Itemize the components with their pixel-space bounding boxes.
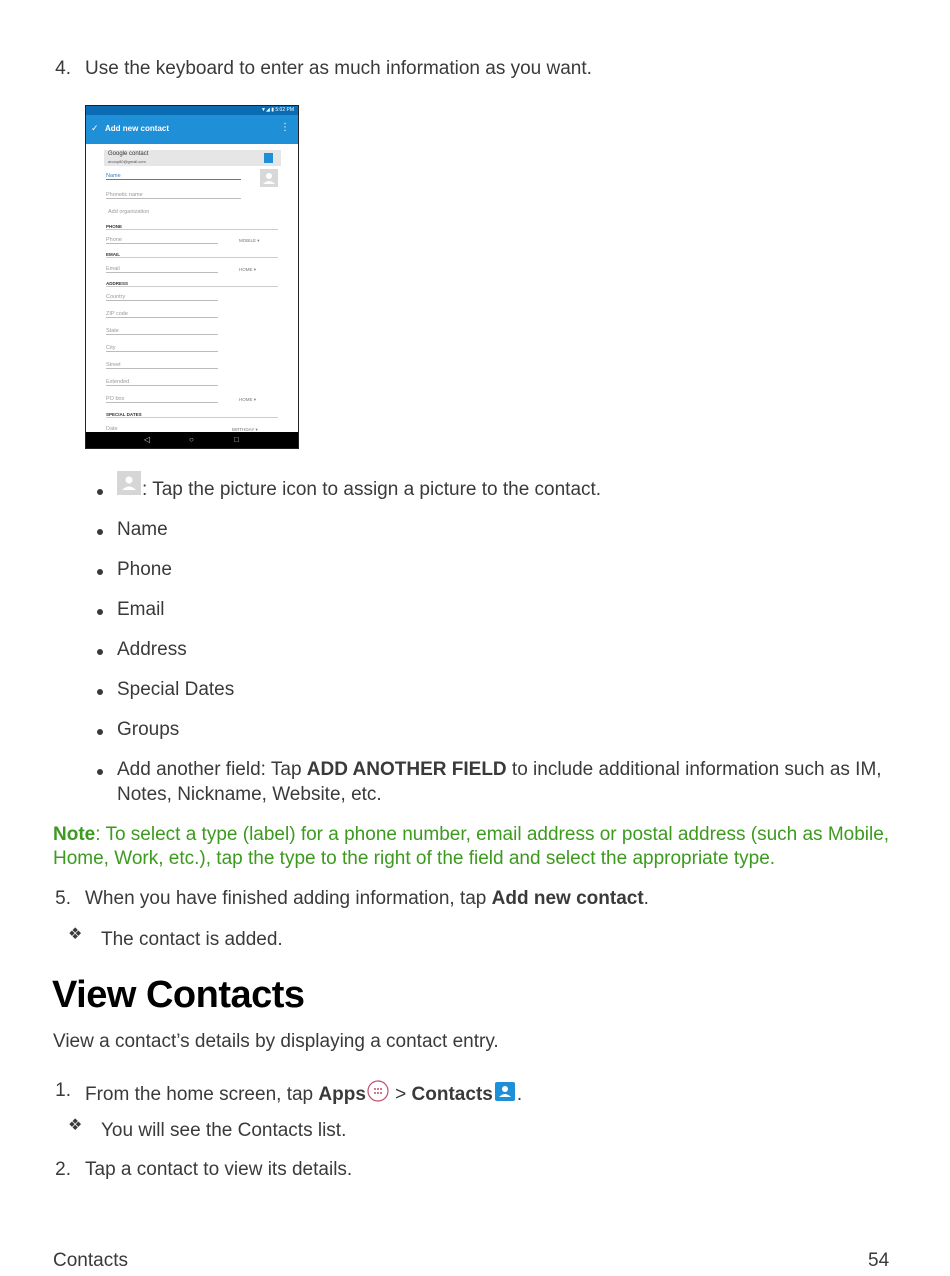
account-name: Google contact xyxy=(108,151,149,157)
bullet-dot xyxy=(97,529,103,535)
bullet-dot xyxy=(97,569,103,575)
avatar-icon xyxy=(260,169,278,187)
phone-header: PHONE xyxy=(106,224,278,230)
pobox-type: HOME ▾ xyxy=(239,397,257,402)
extended-field: Extended xyxy=(106,379,218,386)
another-pre: Add another field: Tap xyxy=(117,759,307,780)
apps-label: Apps xyxy=(318,1084,366,1105)
recents-icon: □ xyxy=(234,435,239,444)
bullet-name: Name xyxy=(117,519,168,540)
footer-page-number: 54 xyxy=(868,1250,890,1271)
apps-icon xyxy=(366,1079,390,1110)
phone-screenshot xyxy=(85,105,299,449)
bullet-special-dates: Special Dates xyxy=(117,679,235,700)
overflow-menu-icon: ⋮ xyxy=(280,122,290,133)
city-field: City xyxy=(106,345,218,352)
step5-text xyxy=(85,887,649,911)
account-icon xyxy=(264,153,273,163)
back-icon: ◁ xyxy=(144,435,151,444)
zip-field: ZIP code xyxy=(106,311,218,318)
check-icon: ✓ xyxy=(91,123,99,133)
add-org: Add organization xyxy=(108,209,150,215)
phone-nav-bar xyxy=(86,432,298,448)
date-type: BIRTHDAY ▾ xyxy=(232,427,258,432)
result-text: The contact is added. xyxy=(101,929,283,950)
bullet-dot xyxy=(97,649,103,655)
phone-type: MOBILE ▾ xyxy=(239,238,260,243)
note-line2: Home, Work, etc.), tap the type to the right of the field and select the appropriate type. xyxy=(53,848,776,869)
bullet-dot xyxy=(97,489,103,495)
bullet-address: Address xyxy=(117,639,187,660)
contacts-icon xyxy=(493,1081,517,1110)
phonetic-field: Phonetic name xyxy=(106,192,241,199)
bullet-phone: Phone xyxy=(117,559,172,580)
date-field: Date xyxy=(106,426,218,433)
bullet-dot xyxy=(97,609,103,615)
step1-sep: > xyxy=(389,1084,412,1105)
note-line1: : To select a type (label) for a phone number, email address or postal address (such as Mobile, xyxy=(95,824,890,845)
phone-field: Phone xyxy=(106,237,218,244)
step5-pre: When you have finished adding information, tap xyxy=(85,888,492,909)
bullet-add-another-line2: Notes, Nickname, Website, etc. xyxy=(117,784,382,805)
step1-pre: From the home screen, tap xyxy=(85,1084,319,1105)
bullet-groups: Groups xyxy=(117,719,180,740)
bullet-email: Email xyxy=(117,599,165,620)
note-label: Note xyxy=(53,824,96,845)
bullet-picture: : Tap the picture icon to assign a picture to the contact. xyxy=(142,479,602,500)
section-intro: View a contact’s details by displaying a contact entry. xyxy=(53,1031,499,1052)
step2-text: Tap a contact to view its details. xyxy=(85,1159,353,1180)
pobox-field: PO box xyxy=(106,396,218,403)
state-field: State xyxy=(106,328,218,335)
account-email: anoop80@gmail.com xyxy=(108,159,146,164)
step5-bold: Add new contact xyxy=(491,888,644,909)
contacts-label: Contacts xyxy=(411,1084,493,1105)
email-header: EMAIL xyxy=(106,252,278,258)
bullet-add-another xyxy=(117,758,882,782)
step1-text xyxy=(85,1079,522,1110)
bullet-dot xyxy=(97,769,103,775)
name-field: Name xyxy=(106,173,241,180)
result-diamond-icon: ❖ xyxy=(68,926,83,943)
street-field: Street xyxy=(106,362,218,369)
dates-header: SPECIAL DATES xyxy=(106,412,278,418)
bullet-dot xyxy=(97,729,103,735)
footer-section: Contacts xyxy=(53,1250,128,1271)
step-number: 2. xyxy=(55,1159,71,1180)
another-post: to include additional information such as IM, xyxy=(506,759,882,780)
step-number: 4. xyxy=(55,58,71,79)
step-text: Use the keyboard to enter as much information as you want. xyxy=(85,58,592,79)
home-icon: ○ xyxy=(189,435,194,444)
email-type: HOME ▾ xyxy=(239,267,257,272)
result-text: You will see the Contacts list. xyxy=(101,1120,347,1141)
step-number: 5. xyxy=(55,888,71,909)
phone-title: Add new contact xyxy=(105,124,170,133)
account-row xyxy=(104,150,281,166)
country-field: Country xyxy=(106,294,218,301)
status-time: ▼◢ ▮ 5:02 PM xyxy=(261,107,294,113)
another-bold: ADD ANOTHER FIELD xyxy=(306,759,507,780)
result-diamond-icon: ❖ xyxy=(68,1117,83,1134)
section-heading: View Contacts xyxy=(52,974,305,1016)
address-header: ADDRESS xyxy=(106,281,278,287)
bullet-dot xyxy=(97,689,103,695)
picture-icon xyxy=(117,471,141,495)
phone-status-bar xyxy=(86,106,298,115)
step5-post: . xyxy=(643,888,649,909)
step1-post: . xyxy=(516,1084,523,1105)
note xyxy=(53,823,913,871)
phone-action-bar xyxy=(86,115,298,144)
email-field: Email xyxy=(106,266,218,273)
step-number: 1. xyxy=(55,1080,71,1101)
